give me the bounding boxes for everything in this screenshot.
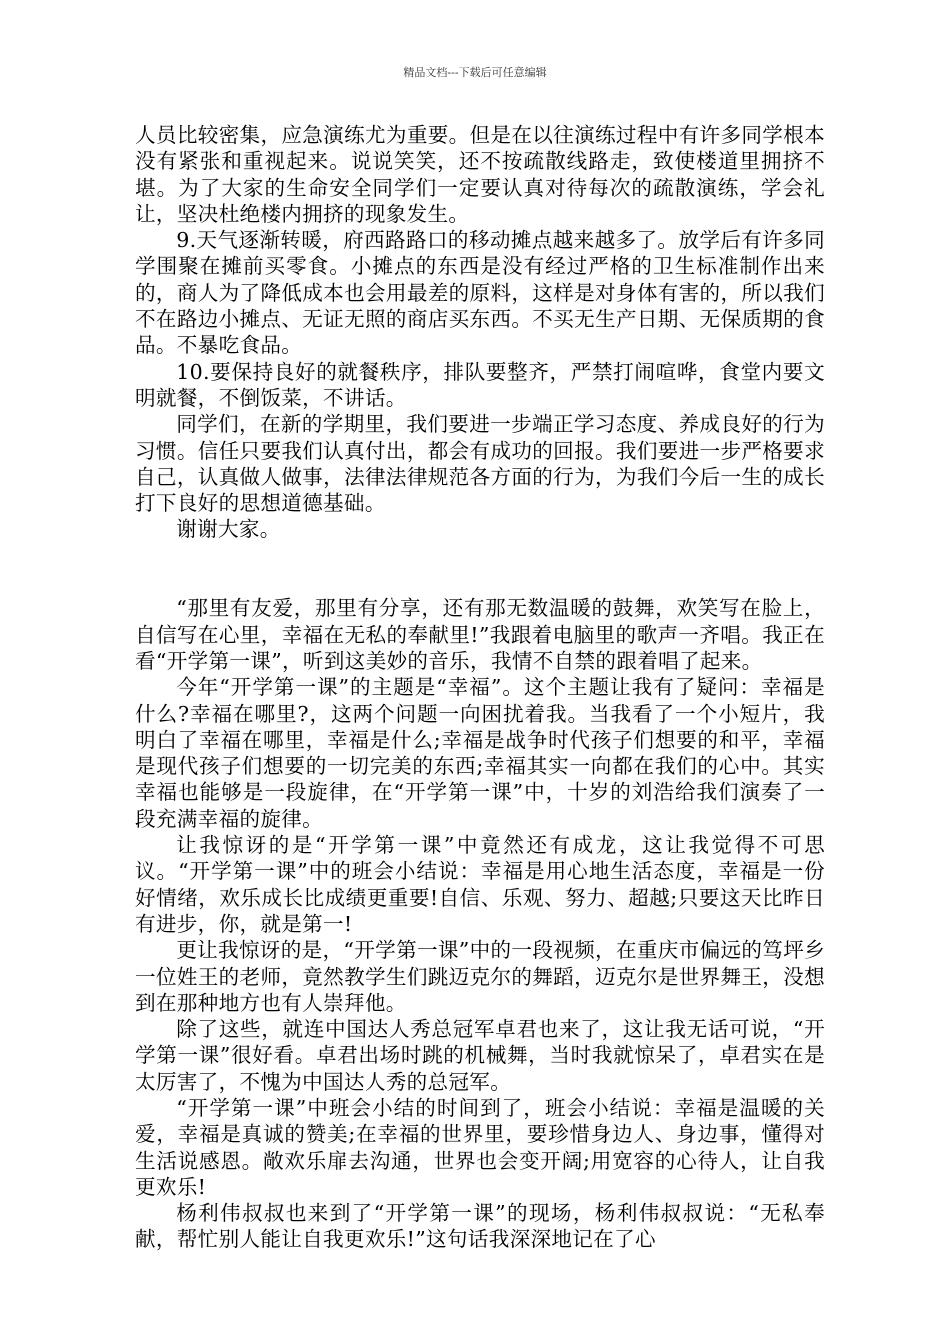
essay-paragraph-7: 杨利伟叔叔也来到了“开学第一课”的现场，杨利伟叔叔说：“无私奉献，帮忙别人能让自我更欢乐!”这句话我深深地记在了心 bbox=[135, 1201, 825, 1252]
essay-paragraph-5: 除了这些，就连中国达人秀总冠军卓君也来了，这让我无话可说，“开学第一课”很好看。卓君出场时跳的机械舞，当时我就惊呆了，卓君实在是太厉害了，不愧为中国达人秀的总冠军。 bbox=[135, 1017, 825, 1094]
paragraph-thanks: 谢谢大家。 bbox=[176, 517, 281, 542]
essay-paragraph-1: “那里有友爱，那里有分享，还有那无数温暖的鼓舞，欢笑写在脸上，自信写在心里，幸福在无私的奉献里!”我跟着电脑里的歌声一齐唱。我正在看“开学第一课”，听到这美妙的音乐，我情不自禁的跟着唱了起来。 bbox=[135, 596, 825, 673]
paragraph-closing: 同学们，在新的学期里，我们要进一步端正学习态度、养成良好的行为习惯。信任只要我们认真付出，都会有成功的回报。我们要进一步严格要求自己，认真做人做事，法律法律规范各方面的行为，为我们今后一生的成长打下良好的思想道德基础。 bbox=[135, 412, 825, 516]
document-body bbox=[135, 122, 825, 1253]
essay-paragraph-2: 今年“开学第一课”的主题是“幸福”。这个主题让我有了疑问：幸福是什么?幸福在哪里?，这两个问题一向困扰着我。当我看了一个小短片，我明白了幸福在哪里，幸福是什么;幸福是战争时代孩子们想要的和平，幸福是现代孩子们想要的一切完美的东西;幸福其实一向都在我们的心中。其实幸福也能够是一段旋律，在“开学第一课”中，十岁的刘浩给我们演奏了一段充满幸福的旋律。 bbox=[135, 675, 825, 831]
paragraph-item-9: 9.天气逐渐转暖，府西路路口的移动摊点越来越多了。放学后有许多同学围聚在摊前买零食。小摊点的东西是没有经过严格的卫生标准制作出来的，商人为了降低成本也会用最差的原料，这样是对身体有害的，所以我们不在路边小摊点、无证无照的商店买东西。不买无生产日期、无保质期的食品。不暴吃食品。 bbox=[135, 228, 825, 358]
page-header: 精品文档---下载后可任意编辑 bbox=[403, 66, 547, 79]
essay-paragraph-6: “开学第一课”中班会小结的时间到了，班会小结说：幸福是温暖的关爱，幸福是真诚的赞美;在幸福的世界里，要珍惜身边人、身边事，懂得对生活说感恩。敞欢乐扉去沟通，世界也会变开阔;用宽容的心待人，让自我更欢乐! bbox=[135, 1095, 825, 1199]
section-gap bbox=[135, 543, 825, 596]
essay-paragraph-4: 更让我惊讶的是，“开学第一课”中的一段视频，在重庆市偏远的笃坪乡一位姓王的老师，竟然教学生们跳迈克尔的舞蹈，迈克尔是世界舞王，没想到在那种地方也有人崇拜他。 bbox=[135, 938, 825, 1015]
paragraph-item-10: 10.要保持良好的就餐秩序，排队要整齐，严禁打闹喧哗，食堂内要文明就餐，不倒饭菜，不讲话。 bbox=[135, 359, 825, 410]
essay-paragraph-3: 让我惊讶的是“开学第一课”中竟然还有成龙，这让我觉得不可思议。“开学第一课”中的班会小结说：幸福是用心地生活态度，幸福是一份好情绪，欢乐成长比成绩更重要!自信、乐观、努力、超越;只要这天比昨日有进步，你，就是第一! bbox=[135, 833, 825, 936]
paragraph-continued: 人员比较密集，应急演练尤为重要。但是在以往演练过程中有许多同学根本没有紧张和重视起来。说说笑笑，还不按疏散线路走，致使楼道里拥挤不堪。为了大家的生命安全同学们一定要认真对待每次的疏散演练，学会礼让，坚决杜绝楼内拥挤的现象发生。 bbox=[135, 123, 825, 226]
